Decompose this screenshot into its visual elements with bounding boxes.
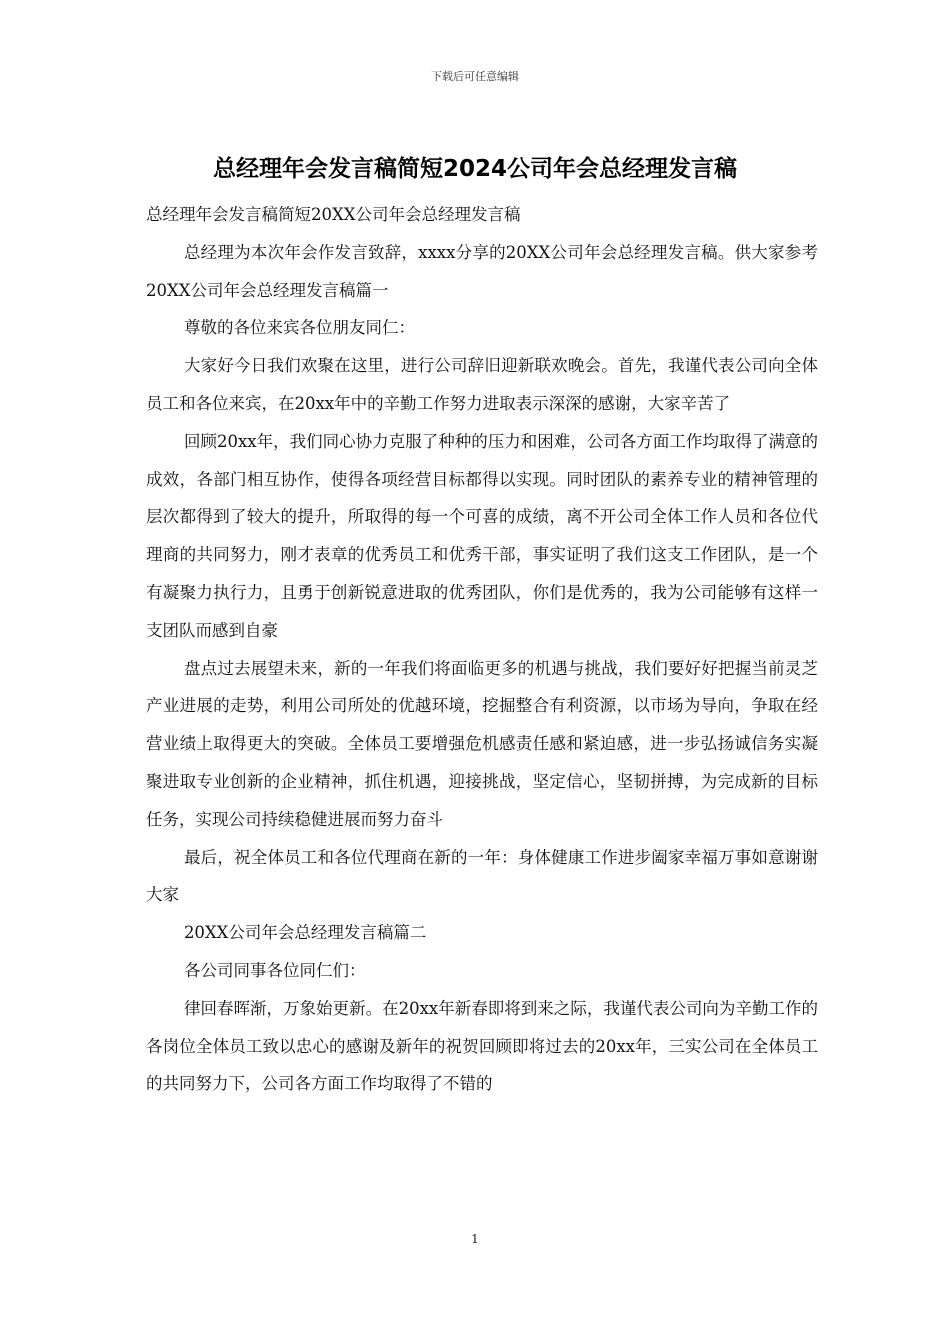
paragraph: 各公司同事各位同仁们：	[183, 960, 366, 980]
section-heading: 20XX公司年会总经理发言稿篇二	[183, 923, 427, 943]
paragraph: 大家好今日我们欢聚在这里，进行公司辞旧迎新联欢晚会。首先，我谨代表公司向全体员工和各位来宾，在20xx年中的辛勤工作努力进取表示深深的感谢，大家辛苦了	[146, 356, 818, 413]
paragraph: 最后，祝全体员工和各位代理商在新的一年：身体健康工作进步阖家幸福万事如意谢谢大家	[146, 847, 818, 905]
page-number: 1	[471, 1232, 479, 1246]
paragraph: 总经理为本次年会作发言致辞，xxxx分享的20XX公司年会总经理发言稿。供大家参考20XX公司年会总经理发言稿篇一	[146, 242, 818, 300]
paragraph: 尊敬的各位来宾各位朋友同仁：	[183, 318, 415, 338]
document-body	[146, 196, 818, 1103]
header-note: 下载后可任意编辑	[431, 70, 519, 83]
paragraph: 总经理年会发言稿简短20XX公司年会总经理发言稿	[146, 205, 521, 224]
paragraph: 律回春晖渐，万象始更新。在20xx年新春即将到来之际，我谨代表公司向为辛勤工作的各岗位全体员工致以忠心的感谢及新年的祝贺回顾即将过去的20xx年，三实公司在全体员工的共同努力下，公司各方面工作均取得了不错的	[146, 998, 818, 1094]
paragraph: 盘点过去展望未来，新的一年我们将面临更多的机遇与挑战，我们要好好把握当前灵芝产业进展的走势，利用公司所处的优越环境，挖掘整合有利资源，以市场为导向，争取在经营业绩上取得更大的突破。全体员工要增强危机感责任感和紧迫感，进一步弘扬诚信务实凝聚进取专业创新的企业精神，抓住机遇，迎接挑战，坚定信心，坚韧拼搏，为完成新的目标任务，实现公司持续稳健进展而努力奋斗	[146, 658, 818, 829]
paragraph: 回顾20xx年，我们同心协力克服了种种的压力和困难，公司各方面工作均取得了满意的成效，各部门相互协作，使得各项经营目标都得以实现。同时团队的素养专业的精神管理的层次都得到了较大的提升，所取得的每一个可喜的成绩，离不开公司全体工作人员和各位代理商的共同努力，刚才表章的优秀员工和优秀干部，事实证明了我们这支工作团队，是一个有凝聚力执行力，且勇于创新锐意进取的优秀团队，你们是优秀的，我为公司能够有这样一支团队而感到自豪	[146, 431, 818, 640]
document-title: 总经理年会发言稿简短2024公司年会总经理发言稿	[212, 156, 737, 182]
